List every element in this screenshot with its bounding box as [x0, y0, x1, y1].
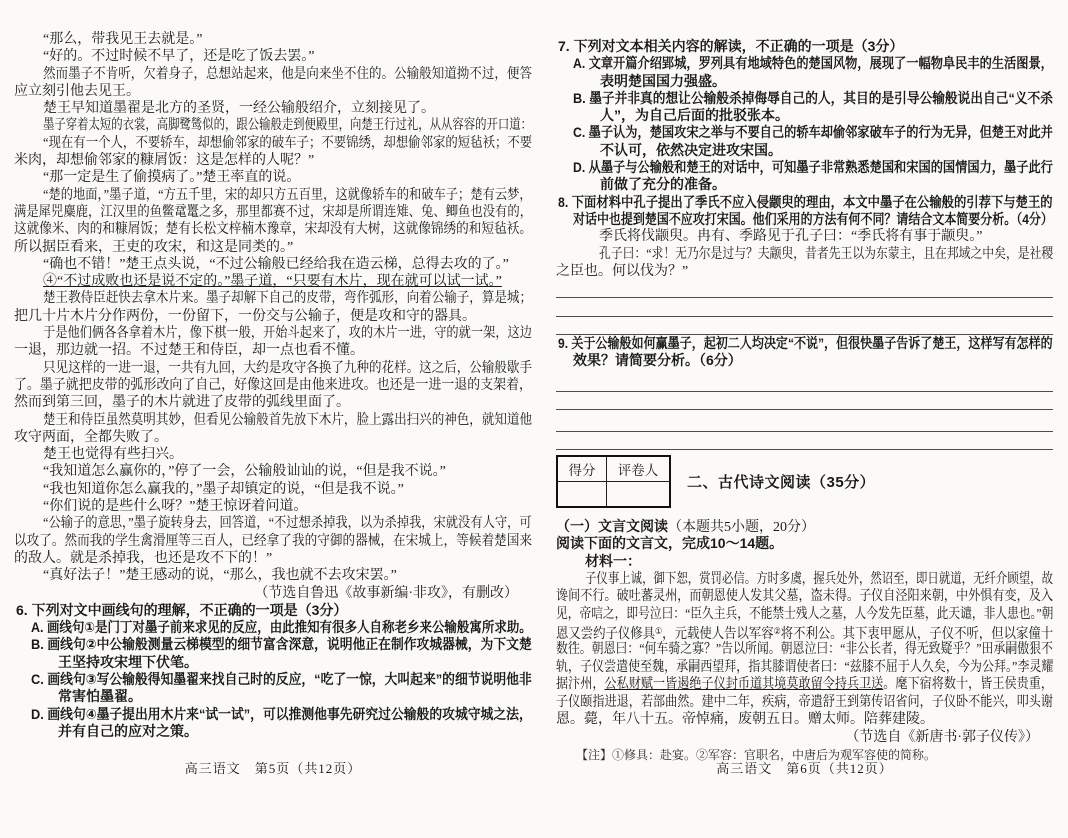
story-line: 楚王也觉得有些扫兴。: [43, 447, 183, 463]
question-7-option-a: 表明楚国国力强盛。: [600, 72, 726, 89]
story-line: 然而到第三回，墨子的木片就进了皮带的弧线里面了。: [14, 395, 350, 411]
question-6-option-a: A. 画线句①是门丁对墨子前来求见的反应，由此推知有很多人自称老乡来公输般寓所求助。: [31, 619, 532, 636]
story-line: 墨子穿着太短的衣裳，高脚鹭鸶似的，跟公输般走到便殿里，向楚王行过礼，从从容容的开口道：: [43, 118, 532, 134]
section-title: 二、古代诗文阅读（35分）: [687, 474, 876, 492]
story-line: 楚王早知道墨翟是北方的圣贤，一经公输般绍介，立刻接见了。: [43, 101, 435, 117]
classical-text-line: 子仪颐指进退，若部曲然。建中二年，疾病，帝遣舒王到第传诏省问，子仪卧不能兴，叩头谢: [556, 694, 1053, 710]
page-6-footer: 高三语文 第6页（共12页）: [716, 761, 893, 776]
story-line: “真好法子！”楚王感动的说，“那么，我也就不去攻宋罢。”: [43, 568, 397, 584]
question-6-option-b: 王坚持攻宋埋下伏笔。: [58, 653, 198, 670]
source-attribution: （节选自《新唐书·郭子仪传》）: [845, 729, 1039, 745]
story-line: 只见这样的一进一退，一共有九回，大约是攻守各换了九种的花样。这之后，公输般歇手: [43, 360, 532, 376]
question-9-stem: 9. 关于公输般如何赢墨子，起初二人均决定“不说”，但很快墨子告诉了楚王，这样写有怎样的: [558, 335, 1053, 352]
question-8-quote: 之臣也。何以伐为？”: [556, 263, 689, 279]
story-line: 这就像米、肉的和糠屑饭；楚有长松文梓楠木豫章，宋却没有大树，这就像锦绣的和短毡袄。: [14, 222, 532, 238]
story-line: 米肉，却想偷邻家的糠屑饭：这是怎样的人呢？”: [14, 153, 315, 169]
page-6-questions: [556, 38, 1053, 450]
answer-blank-line: [556, 413, 1053, 431]
question-7-option-c: C. 墨子认为，楚国攻宋之举与不要自己的轿车却偷邻家破车子的行为无异，但楚王对此并: [573, 124, 1053, 141]
answer-blank-line: [556, 432, 1053, 450]
footnote: 【注】①修具：赴宴。②军容：官职名，中唐后为观军容使的简称。: [576, 747, 937, 762]
grader-cell-empty: [607, 482, 671, 508]
answer-blank-line: [556, 298, 1053, 316]
page-5-text: [14, 31, 532, 740]
question-7-option-b: 人”，为自己后面的批驳张本。: [600, 107, 789, 124]
question-7-option-c: 不认可，依然决定进攻宋国。: [600, 141, 782, 158]
story-line: 楚王教侍臣赶快去拿木片来。墨子却解下自己的皮带，弯作弧形，向着公输子，算是城；: [43, 291, 532, 307]
story-line: 所以据臣看来，王吏的攻宋，和这是同类的。”: [14, 239, 294, 255]
classical-text-line: 恩。薨，年八十五。帝悼痛，废朝五日。赠太师。陪葬建陵。: [556, 712, 934, 728]
grader-cell-label: 评卷人: [607, 456, 671, 482]
score-table: [556, 455, 671, 508]
classical-text-line: 恩又尝约子仪修具①，元载使人告以军容②将不利公。其下衷甲愿从，子仪不听，但以家僮十: [556, 626, 1053, 643]
page-5-footer: 高三语文 第5页（共12页）: [184, 761, 362, 776]
question-6-option-d: 并有自己的应对之策。: [58, 722, 198, 739]
score-table-row: [556, 456, 1053, 508]
question-9-stem: 效果？请简要分析。（6分）: [573, 352, 742, 369]
story-line: “好的。不过时候不早了，还是吃了饭去罢。”: [43, 49, 315, 65]
story-line: 楚王和侍臣虽然莫明其妙，但看见公输般首先放下木片，脸上露出扫兴的神色，就知道他: [43, 412, 532, 428]
score-cell-label: 得分: [557, 456, 607, 482]
story-line: 了。墨子就把皮带的弧形改向了自己，好像这回是由他来进攻。也还是一进一退的支架着，: [14, 377, 532, 393]
story-line: “现在有一个人，不要轿车，却想偷邻家的破车子；不要锦绣，却想偷邻家的短毡袄；不要: [43, 135, 532, 151]
question-6-option-b: B. 画线句②中公输般测量云梯模型的细节富含深意，说明他正在制作攻城器械，为下文楚: [31, 636, 532, 653]
subsection-title: （一）文言文阅读（本题共5小题，20分）: [556, 517, 815, 535]
story-line: 以攻了。然而我的学生禽滑厘等三百人，已经拿了我的守御的器械，在宋城上，等候着楚国来: [14, 533, 532, 549]
reading-instruction: 阅读下面的文言文，完成10～14题。: [556, 535, 784, 552]
story-line: 应立刻引他去见王。: [14, 83, 140, 99]
story-line: “那一定是生了偷摸病了。”楚王率直的说。: [43, 170, 301, 186]
classical-text-line: 谗间不行。破吐蕃灵州，而朝恩使人发其父墓，盗未得。子仪自泾阳来朝，中外惧有变，及入: [556, 589, 1053, 605]
story-line: “我知道怎么赢你的，”停了一会，公输般讪讪的说，“但是我不说。”: [43, 464, 446, 480]
story-line: “你们说的是些什么呀？”楚王惊讶着问道。: [43, 499, 308, 515]
classical-text-line: 见，帝唁之，即号泣曰：“臣久主兵，不能禁士残人之墓，人今发先臣墓，此天谴，非人患也。”朝: [556, 606, 1053, 622]
question-6-stem: 6. 下列对文中画线句的理解，不正确的一项是（3分）: [16, 601, 348, 618]
question-7-option-a: A. 文章开篇介绍郢城，罗列具有地域特色的楚国风物，展现了一幅物阜民丰的生活图景，: [573, 55, 1053, 72]
story-line: 然而墨子不肯听，欠着身子，总想站起来，他是向来坐不住的。公输般知道拗不过，便答: [43, 66, 532, 82]
question-7-option-b: B. 墨子并非真的想让公输般杀掉侮辱自己的人，其目的是引导公输般说出自己“义不杀: [573, 89, 1053, 106]
score-cell-empty: [557, 482, 607, 508]
story-line: 的敌人。就是杀掉我，也还是攻不下的！”: [14, 550, 273, 566]
question-8-stem: 8. 下面材料中孔子提出了季氏不应入侵颛臾的理由，本文中墨子在公输般的引荐下与楚王的: [558, 193, 1053, 210]
classical-text-line-underlined: 据汴州，公私财赋一皆遏绝子仪封币道其境莫敢留令持兵卫送。麾下宿将数十，皆王侯贵重，: [556, 677, 1053, 693]
story-line-underlined-4: ④“不过成败也还是说不定的。”墨子道，“只要有木片，现在就可以试一试。”: [43, 274, 502, 290]
story-line: 一退，那边就一招。不过楚王和侍臣，却一点也看不懂。: [14, 343, 364, 359]
page-6-classical-text: [556, 518, 1053, 764]
story-line: 满是犀兕麋鹿，江汉里的鱼鳖鼋鼍之多，那里都赛不过，宋却是所谓连雉、兔、鲫鱼也没有的，: [14, 204, 532, 220]
story-line: 把几十片木片分作两份，一份留下，一份交与公输子，便是攻和守的器具。: [14, 308, 476, 324]
material-1-label: 材料一：: [585, 553, 641, 570]
question-6-option-d: D. 画线句④墨子提出用木片来“试一试”，可以推测他事先研究过公输般的攻城守城之法，: [31, 705, 532, 722]
question-8-quote: 孔子曰：“求！无乃尔是过与？夫颛臾，昔者先王以为东蒙主，且在邦域之中矣，是社稷: [599, 246, 1053, 262]
question-6-option-c: 常害怕墨翟。: [58, 688, 142, 705]
question-7-option-d: D. 从墨子与公输般和楚王的对话中，可知墨子非常熟悉楚国和宋国的国情国力，墨子此行: [573, 159, 1053, 176]
source-attribution: （节选自鲁迅《故事新编·非攻》，有删改）: [254, 585, 518, 601]
question-7-stem: 7. 下列对文本相关内容的解读，不正确的一项是（3分）: [558, 38, 904, 54]
story-line: “楚的地面，”墨子道，“方五千里，宋的却只方五百里，这就像轿车的和破车子；楚有云梦，: [43, 187, 532, 203]
question-6-option-c: C. 画线句③写公输般得知墨翟来找自己时的反应，“吃了一惊，大叫起来”的细节说明他非: [31, 670, 532, 687]
story-line: “我也知道你怎么赢我的，”墨子却镇定的说，“但是我不说。”: [43, 481, 404, 497]
classical-text-line: 轨，子仪尝遣使至魏，承嗣西望拜，指其膝谓使者曰：“兹膝不屈于人久矣，今为公拜。”李灵耀: [556, 659, 1053, 675]
answer-blank-line: [556, 280, 1053, 298]
question-8-stem: 对话中也提到楚国不应攻打宋国。他们采用的方法有何不同？请结合文本简要分析。（4分）: [573, 210, 1053, 227]
page-6: [556, 0, 1053, 838]
classical-text-line: 数往。朝恩曰：“何车骑之寡？”告以所闻。朝恩泣曰：“非公长者，得无致疑乎？”田承嗣傲狠不: [556, 641, 1053, 657]
story-line: “确也不错！”楚王点头说，“不过公输般已经给我在造云梯，总得去攻的了。”: [43, 256, 509, 272]
story-line: 于是他们俩各各拿着木片，像下棋一般，开始斗起来了，攻的木片一进，守的就一架，这边: [43, 326, 532, 342]
classical-text-line: 子仪事上诚，御下恕，赏罚必信。方时多虞，握兵处外，然诏至，即日就道，无纤介顾望，故: [585, 571, 1053, 587]
page-5: [14, 0, 532, 831]
story-line: “公输子的意思，”墨子旋转身去，回答道，“不过想杀掉我，以为杀掉我，宋就没有人守，可: [43, 516, 532, 532]
answer-blank-line: [556, 392, 1053, 410]
story-line: “那么，带我见王去就是。”: [43, 32, 203, 47]
answer-blank-line: [556, 374, 1053, 392]
answer-blank-line: [556, 317, 1053, 335]
question-8-quote: 季氏将伐颛臾。冉有、季路见于孔子曰：“季氏将有事于颛臾。”: [599, 229, 983, 245]
question-7-option-d: 前做了充分的准备。: [600, 176, 726, 193]
story-line: 攻守两面，全都失败了。: [14, 429, 168, 445]
